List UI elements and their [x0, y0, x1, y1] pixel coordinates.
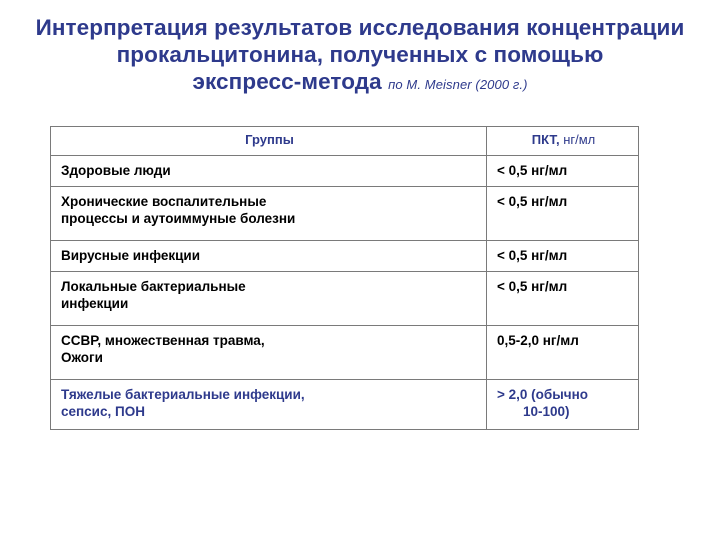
group-cell: Вирусные инфекции	[51, 241, 487, 272]
group-cell: Тяжелые бактериальные инфекции, сепсис, ПОН	[51, 380, 487, 430]
value-cell: < 0,5 нг/мл	[487, 272, 639, 326]
results-table	[50, 126, 639, 430]
header-pct-unit: нг/мл	[563, 132, 596, 147]
title-citation: по M. Meisner (2000 г.)	[388, 77, 528, 92]
table-row	[51, 380, 639, 430]
title-method: экспресс-метода	[192, 69, 382, 94]
title-line-1: Интерпретация результатов исследования концентрации	[35, 15, 685, 40]
table-header-row	[51, 127, 639, 156]
table-row	[51, 241, 639, 272]
header-groups: Группы	[51, 127, 487, 156]
group-cell: Здоровые люди	[51, 156, 487, 187]
title-line-2: прокальцитонина, полученных с помощью	[116, 42, 604, 67]
table-row	[51, 156, 639, 187]
header-pct-label: ПКТ,	[531, 132, 560, 147]
value-cell: < 0,5 нг/мл	[487, 241, 639, 272]
value-cell: < 0,5 нг/мл	[487, 156, 639, 187]
group-cell: Хронические воспалительные процессы и аутоиммуные болезни	[51, 187, 487, 241]
value-cell	[487, 380, 639, 430]
value-cell: < 0,5 нг/мл	[487, 187, 639, 241]
table-row	[51, 272, 639, 326]
table-row	[51, 326, 639, 380]
value-line-1: > 2,0 (обычно	[497, 387, 588, 402]
group-cell: ССВР, множественная травма, Ожоги	[51, 326, 487, 380]
value-cell: 0,5-2,0 нг/мл	[487, 326, 639, 380]
group-cell: Локальные бактериальные инфекции	[51, 272, 487, 326]
title-line-3	[0, 68, 720, 98]
table-row	[51, 187, 639, 241]
header-pct	[487, 127, 639, 156]
value-line-2: 10-100)	[523, 404, 570, 419]
slide-title	[0, 14, 720, 98]
